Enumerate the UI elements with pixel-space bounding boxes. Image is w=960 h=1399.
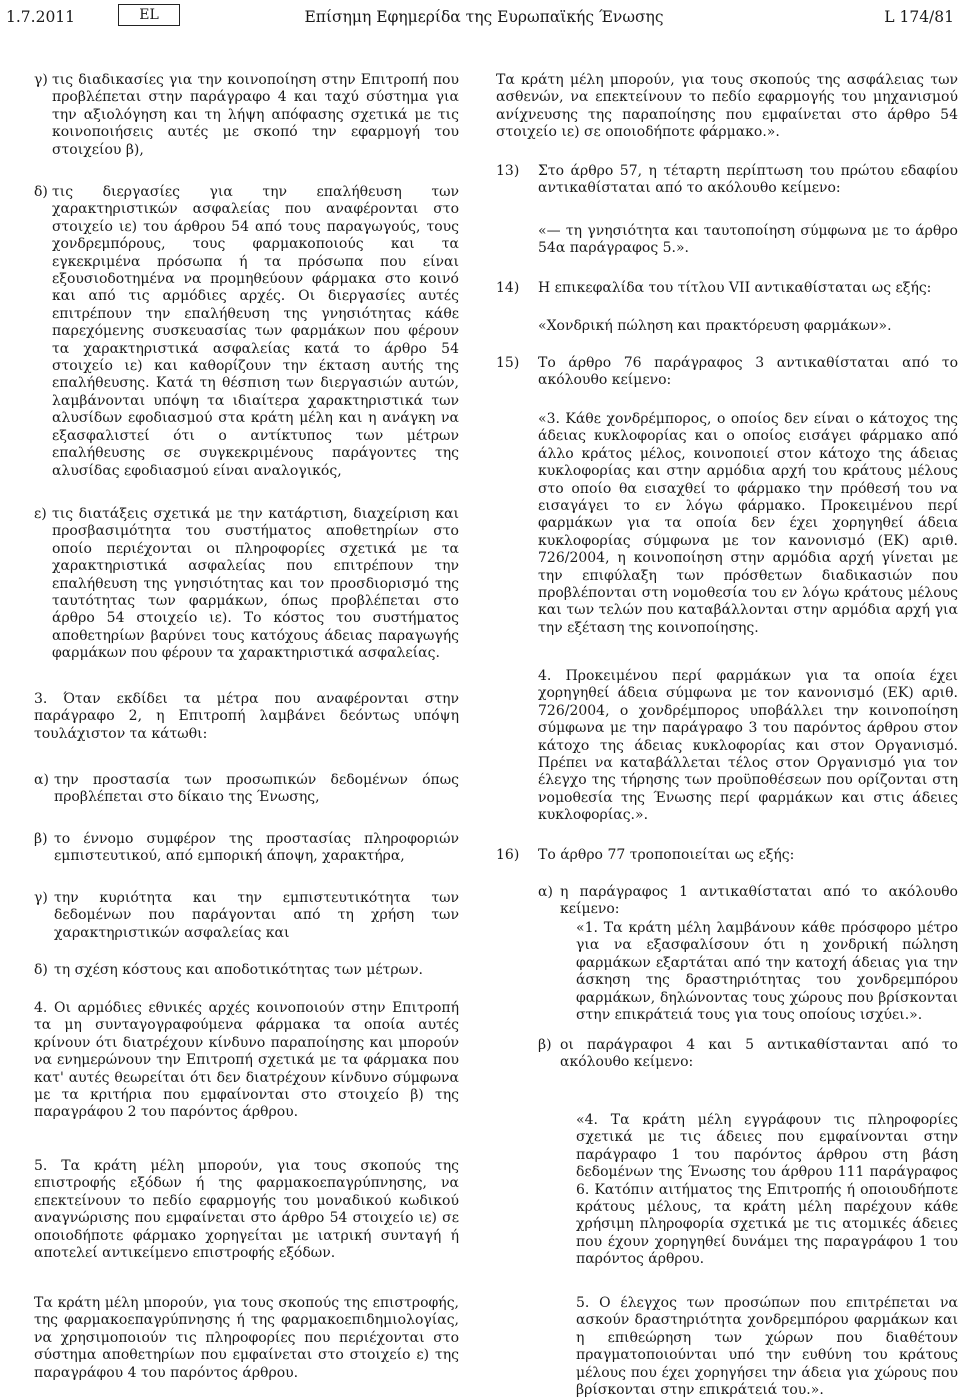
- list-item: 14) Η επικεφαλίδα του τίτλου VII αντικαθίσταται ως εξής:: [496, 280, 932, 296]
- quoted-text: 4. Προκειμένου περί φαρμάκων για τα οποία έχει χορηγηθεί άδεια σύμφωνα με τον κανονισμό (ΕΚ) αριθ. 726/2004, ο χονδρέμπορος υποβάλλει την κοινοποίηση σύμφωνα με την παράγραφο 3 του παρόντος άρθρου στον κάτοχο της άδειας κυκλοφορίας και στον Οργανισμό. Πρέπει να καταβάλλεται τέλος στον Οργανισμό για τον έλεγχο της τήρησης των προϋποθέσεων που ορίζονται στη νομοθεσία της Ένωσης περί φαρμάκων και στις άδειες κυκλοφορίας.».: [538, 668, 958, 824]
- quoted-text: «3. Κάθε χονδρέμπορος, ο οποίος δεν είναι ο κάτοχος της άδειας κυκλοφορίας και ο οποίος εισάγει φάρμακο από άλλο κράτος μέλος, κοινοποιεί στον κάτοχο της άδειας κυκλοφορίας και στην αρμόδια αρχή του κράτους μέλους στο οποίο θα εισαχθεί το φάρμακο την πρόθεσή του να εισαγάγει το εν λόγω φάρμακο. Προκειμένου περί φαρμάκων για τα οποία δεν έχει χορηγηθεί άδεια κυκλοφορίας σύμφωνα με τον κανονισμό (ΕΚ) αριθ. 726/2004, η κοινοποίηση στην αρμόδια αρχή γίνεται με την επιφύλαξη των πρόσθετων διαδικασιών που προβλέπονται στη νομοθεσία του εν λόγω κράτους μέλους και των τελών που καταβάλλονται στην αρμόδια αρχή για την εξέταση της κοινοποίησης.: [538, 411, 958, 636]
- quoted-text: 5. Ο έλεγχος των προσώπων που επιτρέπεται να ασκούν δραστηριότητα χονδρεμπόρου φαρμάκων και η επιθεώρηση των χώρων που διαθέτουν πραγματοποιούνται υπό την ευθύνη του κράτους μέλους που έχει χορηγήσει την άδεια για χώρους που βρίσκονται στην επικράτειά του.».: [576, 1295, 958, 1399]
- publication-date: 1.7.2011: [6, 8, 76, 26]
- quoted-text: «4. Τα κράτη μέλη εγγράφουν τις πληροφορίες σχετικά με τις άδειες που εμφαίνονται στην παράγραφο 1 του παρόντος άρθρου στη βάση δεδομένων της Ένωσης του άρθρου 111 παράγραφος 6. Κατόπιν αιτήματος της Επιτροπής ή οποιουδήποτε κράτους μέλους, τα κράτη μέλη παρέχουν κάθε χρήσιμη πληροφορία σχετικά με τις ατομικές άδειες που έχουν χορηγηθεί δυνάμει της παραγράφου 1 του παρόντος άρθρου.: [576, 1112, 958, 1268]
- list-item: δ) τις διεργασίες για την επαλήθευση των χαρακτηριστικών ασφαλείας που αναφέρονται στο στοιχείο ιε) του άρθρου 54 από τους παραγωγούς, τους χονδρεμπόρους, τους φαρμακοποιούς και τα εγκεκριμένα πρόσωπα ή τα πρόσωπα που είναι εξουσιοδοτημένα να προμηθεύουν φάρμακα στο κοινό και από τις αρμόδιες αρχές. Οι διεργασίες αυτές επιτρέπουν την επαλήθευση της γνησιότητας κάθε παρεχόμενης συσκευασίας των φαρμάκων που φέρουν τα χαρακτηριστικά ασφαλείας κατά το άρθρο 54 στοιχείο ιε) και καθορίζουν την έκταση αυτής της επαλήθευσης. Κατά τη θέσπιση των διεργασιών αυτών, λαμβάνονται υπόψη τα ιδιαίτερα χαρακτηριστικά των αλυσίδων εφοδιασμού στα κράτη μέλη και η ανάγκη να εξασφαλιστεί ότι ο αντίκτυπος των μέτρων επαλήθευσης σε συγκεκριμένους παράγοντες της αλυσίδας εφοδιασμού είναι αναλογικός,: [34, 184, 459, 479]
- list-item: 16) Το άρθρο 77 τροποποιείται ως εξής:: [496, 847, 795, 863]
- list-item: γ) τις διαδικασίες για την κοινοποίηση στην Επιτροπή που προβλέπεται στην παράγραφο 4 και ταχύ σύστημα για την αξιολόγηση και τη λήψη απόφασης σχετικά με τις κοινοποιήσεις αυτές με σκοπό την εφαρμογή του στοιχείου β),: [34, 72, 459, 158]
- page-number: L 174/81: [884, 8, 954, 26]
- list-item: ε) τις διατάξεις σχετικά με την κατάρτιση, διαχείριση και προσβασιμότητα του συστήματος αποθετηρίων στο οποίο περιέχονται οι πληροφορίες σχετικά με τα χαρακτηριστικά ασφαλείας που επιτρέπουν την επαλήθευση της γνησιότητας και τον προσδιορισμό της ταυτότητας των φαρμάκων, όπως προβλέπεται στο άρθρο 54 στοιχείο ιε). Το κόστος του συστήματος αποθετηρίων βαρύνει τους κατόχους άδειας παραγωγής φαρμάκων που φέρουν τα χαρακτηριστικά ασφαλείας.: [34, 506, 459, 662]
- paragraph-5: 5. Τα κράτη μέλη μπορούν, για τους σκοπούς της επιστροφής εξόδων ή της φαρμακοεπαγρύπνησης, να επεκτείνουν το πεδίο εφαρμογής του μοναδικού κωδικού αναγνώρισης που εμφαίνεται στο άρθρο 54 στοιχείο ιε) σε οποιοδήποτε φάρμακο χορηγείται με ιατρική συνταγή ή αποτελεί αντικείμενο επιστροφής εξόδων.: [34, 1158, 459, 1262]
- paragraph: Τα κράτη μέλη μπορούν, για τους σκοπούς της ασφάλειας των ασθενών, να επεκτείνουν το πεδίο εφαρμογής του μηχανισμού ανίχνευσης της παραποίησης που εμφαίνεται στο άρθρο 54 στοιχείο ιε) σε οποιοδήποτε φάρμακο.».: [496, 72, 958, 141]
- paragraph-5-continued: Τα κράτη μέλη μπορούν, για τους σκοπούς της επιστροφής, της φαρμακοεπαγρύπνησης ή της φαρμακοεπιδημιολογίας, να χρησιμοποιούν τις πληροφορίες που περιέχονται στο σύστημα αποθετηρίων που εμφαίνεται στο στοιχείο ε) της παραγράφου 4 του παρόντος άρθρου.: [34, 1295, 459, 1381]
- list-item: δ) τη σχέση κόστους και αποδοτικότητας των μέτρων.: [34, 962, 423, 978]
- list-item: 13) Στο άρθρο 57, η τέταρτη περίπτωση του πρώτου εδαφίου αντικαθίσταται από το ακόλουθο κείμενο:: [496, 163, 958, 197]
- list-item: β) το έννομο συμφέρον της προστασίας πληροφοριών εμπιστευτικού, από εμπορική άποψη, χαρακτήρα,: [34, 831, 459, 865]
- page-header: [0, 4, 960, 32]
- journal-title: Επίσημη Εφημερίδα της Ευρωπαϊκής Ένωσης: [304, 8, 664, 26]
- language-badge: EL: [118, 4, 180, 26]
- quoted-text: «— τη γνησιότητα και ταυτοποίηση σύμφωνα με το άρθρο 54α παράγραφος 5.».: [538, 223, 958, 257]
- quoted-text: «Χονδρική πώληση και πρακτόρευση φαρμάκων».: [538, 318, 892, 334]
- paragraph-4: 4. Οι αρμόδιες εθνικές αρχές κοινοποιούν στην Επιτροπή τα μη συνταγογραφούμενα φάρμακα τα οποία αυτές κρίνουν ότι διατρέχουν κίνδυνο παραποίησης και μπορούν να ενημερώνουν την Επιτροπή σχετικά με τα φάρμακα που κατ' αυτές θεωρείται ότι δεν διατρέχουν κίνδυνο σύμφωνα με τα κριτήρια που εμφαίνονται στο στοιχείο β) της παραγράφου 2 του παρόντος άρθρου.: [34, 1000, 459, 1121]
- list-item: α) η παράγραφος 1 αντικαθίσταται από το ακόλουθο κείμενο:: [538, 884, 958, 918]
- list-item: α) την προστασία των προσωπικών δεδομένων όπως προβλέπεται στο δίκαιο της Ένωσης,: [34, 772, 459, 806]
- list-item: β) οι παράγραφοι 4 και 5 αντικαθίστανται από το ακόλουθο κείμενο:: [538, 1037, 958, 1071]
- paragraph-3: 3. Όταν εκδίδει τα μέτρα που αναφέρονται στην παράγραφο 2, η Επιτροπή λαμβάνει δεόντως υπόψη τουλάχιστον τα κάτωθι:: [34, 691, 459, 742]
- quoted-text: «1. Τα κράτη μέλη λαμβάνουν κάθε πρόσφορο μέτρο για να εξασφαλίσουν ότι η χονδρική πώληση φαρμάκων εξαρτάται από την κατοχή άδειας για την άσκηση της δραστηριότητας του χονδρεμπόρου φαρμάκων, δηλώνοντας τους χώρους που βρίσκονται στην επικράτειά τους για τους οποίους ισχύει.».: [576, 920, 958, 1024]
- list-item: γ) την κυριότητα και την εμπιστευτικότητα των δεδομένων που παράγονται από τη χρήση των χαρακτηριστικών ασφαλείας και: [34, 890, 459, 941]
- list-item: 15) Το άρθρο 76 παράγραφος 3 αντικαθίσταται από το ακόλουθο κείμενο:: [496, 355, 958, 389]
